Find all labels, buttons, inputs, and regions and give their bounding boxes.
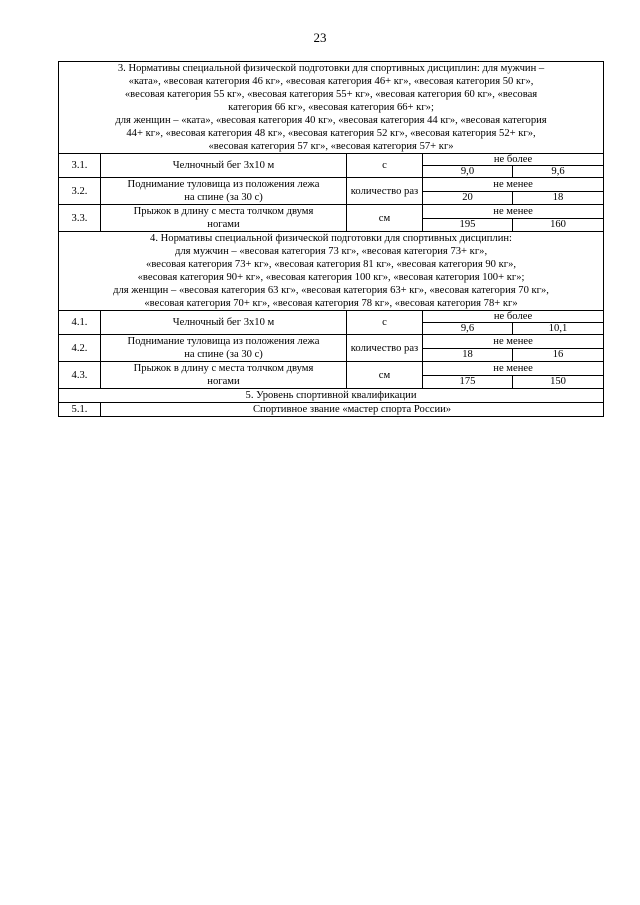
norm-name-line: на спине (за 30 с) [184,192,263,203]
norm-row [59,205,604,219]
section-title-line: для женщин – «весовая категория 63 кг», «весовая категория 63+ кг», «весовая категория 70 кг», [113,285,549,296]
norm-name-line: Поднимание туловища из положения лежа [127,336,320,347]
qualification-header-row [59,389,604,403]
norm-row [59,362,604,376]
norm-row [59,154,604,166]
section-title-line: для мужчин – «весовая категория 73 кг», «весовая категория 73+ кг», [174,246,488,257]
norm-name [101,205,347,232]
norm-row [59,335,604,349]
qualification-title: 5. Уровень спортивной квалификации [59,389,604,403]
norm-name-line: Челночный бег 3х10 м [172,317,275,328]
qualification-number: 5.1. [59,403,101,417]
norm-name [101,154,347,178]
norm-name-line: Прыжок в длину с места толчком двумя [133,206,314,217]
norm-value-men: 20 [423,191,513,205]
norm-unit: с [347,154,423,178]
norm-value-women: 16 [513,348,604,362]
norm-name [101,311,347,335]
section-title [59,232,604,311]
section-title-line: «весовая категория 73+ кг», «весовая категория 81 кг», «весовая категория 90 кг», [146,259,517,270]
norm-number: 3.1. [59,154,101,178]
norm-number: 4.1. [59,311,101,335]
section-title-line: категория 66 кг», «весовая категория 66+ кг»; [228,102,434,113]
norm-number: 3.3. [59,205,101,232]
norm-limit: не менее [423,178,604,192]
section-title-line: «весовая категория 70+ кг», «весовая категория 78 кг», «весовая категория 78+ кг» [144,298,518,309]
norm-unit: см [347,205,423,232]
norm-row [59,311,604,323]
norm-limit: не менее [423,362,604,376]
norm-name-line: Челночный бег 3х10 м [172,160,275,171]
norm-limit: не более [423,154,604,166]
section-title-line: 3. Нормативы специальной физической подготовки для спортивных дисциплин: для мужчин – [117,63,545,74]
section-title [59,62,604,154]
norm-number: 4.2. [59,335,101,362]
section-title-line: для женщин – «ката», «весовая категория 40 кг», «весовая категория 44 кг», «весовая категория [115,115,547,126]
norm-value-men: 195 [423,218,513,232]
norm-limit: не менее [423,335,604,349]
norm-value-women: 150 [513,375,604,389]
section-header-row [59,232,604,311]
norm-name-line: Прыжок в длину с места толчком двумя [133,363,314,374]
norm-value-men: 18 [423,348,513,362]
norm-unit: количество раз [347,335,423,362]
section-title-line: 44+ кг», «весовая категория 48 кг», «весовая категория 52 кг», «весовая категория 52+ кг», [126,128,536,139]
section-title-line: «весовая категория 57 кг», «весовая категория 57+ кг» [208,141,454,152]
section-title-line: «ката», «весовая категория 46 кг», «весовая категория 46+ кг», «весовая категория 50 кг», [128,76,534,87]
qualification-row [59,403,604,417]
norm-name-line: Поднимание туловища из положения лежа [127,179,320,190]
norm-value-women: 160 [513,218,604,232]
norm-limit: не менее [423,205,604,219]
norm-row [59,178,604,192]
norm-limit: не более [423,311,604,323]
norm-unit: см [347,362,423,389]
norm-value-women: 10,1 [513,323,604,335]
standards-table [58,61,604,417]
norm-name-line: ногами [207,219,240,230]
qualification-text: Спортивное звание «мастер спорта России» [101,403,604,417]
page-number: 23 [313,30,327,45]
norm-unit: с [347,311,423,335]
norm-unit: количество раз [347,178,423,205]
norm-value-men: 9,0 [423,166,513,178]
section-header-row [59,62,604,154]
norm-name-line: ногами [207,376,240,387]
section-title-line: «весовая категория 90+ кг», «весовая категория 100 кг», «весовая категория 100+ кг»; [137,272,525,283]
norm-number: 4.3. [59,362,101,389]
norm-value-women: 9,6 [513,166,604,178]
norm-number: 3.2. [59,178,101,205]
norm-name-line: на спине (за 30 с) [184,349,263,360]
norm-name [101,362,347,389]
norm-value-men: 9,6 [423,323,513,335]
section-title-line: «весовая категория 55 кг», «весовая категория 55+ кг», «весовая категория 60 кг», «весовая [124,89,538,100]
section-title-line: 4. Нормативы специальной физической подготовки для спортивных дисциплин: [150,233,513,244]
norm-value-women: 18 [513,191,604,205]
norm-name [101,335,347,362]
norm-name [101,178,347,205]
norm-value-men: 175 [423,375,513,389]
